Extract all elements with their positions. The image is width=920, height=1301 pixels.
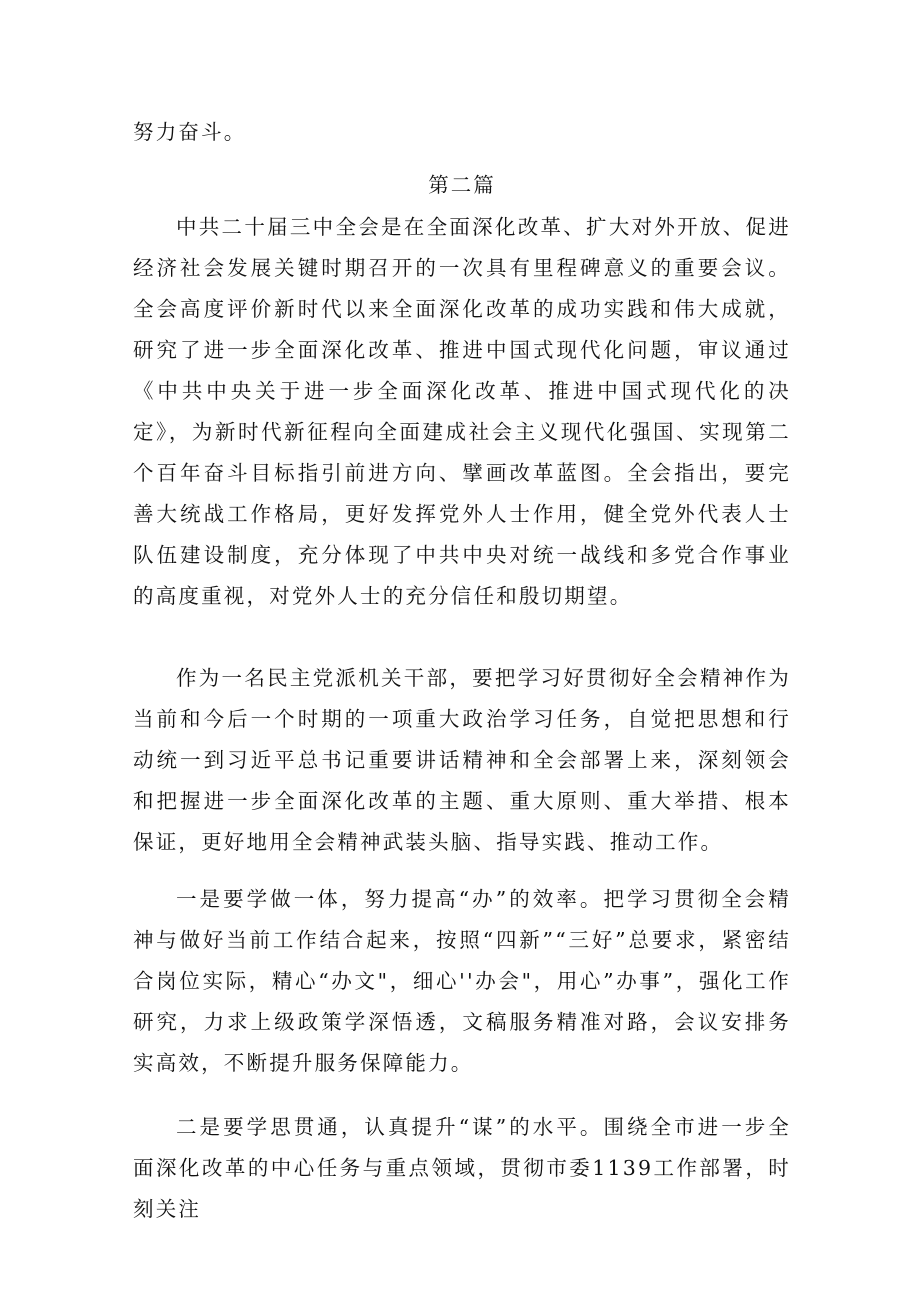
section-title: 第二篇 xyxy=(428,173,496,197)
continuation-text: 努力奋斗。 xyxy=(133,120,247,144)
paragraph-2: 作为一名民主党派机关干部，要把学习好贯彻好全会精神作为当前和今后一个时期的一项重大政治学习任务，自觉把思想和行动统一到习近平总书记重要讲话精神和全会部署上来，深刻领会和把握进一步全面深化改革的主题、重大原则、重大举措、根本保证，更好地用全会精神武装头脑、指导实践、推动工作。 xyxy=(133,666,791,854)
paragraph-1: 中共二十届三中全会是在全面深化改革、扩大对外开放、促进经济社会发展关键时期召开的一次具有里程碑意义的重要会议。全会高度评价新时代以来全面深化改革的成功实践和伟大成就，研究了进一步全面深化改革、推进中国式现代化问题，审议通过《中共中央关于进一步全面深化改革、推进中国式现代化的决定》，为新时代新征程向全面建成社会主义现代化强国、实现第二个百年奋斗目标指引前进方向、擘画改革蓝图。全会指出，要完善大统战工作格局，更好发挥党外人士作用，健全党外代表人士队伍建设制度，充分体现了中共中央对统一战线和多党合作事业的高度重视，对党外人士的充分信任和殷切期望。 xyxy=(133,215,791,608)
paragraph-3: 一是要学做一体，努力提高“办”的效率。把学习贯彻全会精神与做好当前工作结合起来，按照“四新”“三好”总要求，紧密结合岗位实际，精心“办文"，细心''办会"，用心”办事”，强化工作研究，力求上级政策学深悟透，文稿服务精准对路，会议安排务实高效，不断提升服务保障能力。 xyxy=(133,887,791,1075)
paragraph-4: 二是要学思贯通，认真提升“谋”的水平。围绕全市进一步全面深化改革的中心任务与重点领域，贯彻市委1139工作部署，时刻关注 xyxy=(133,1115,791,1221)
